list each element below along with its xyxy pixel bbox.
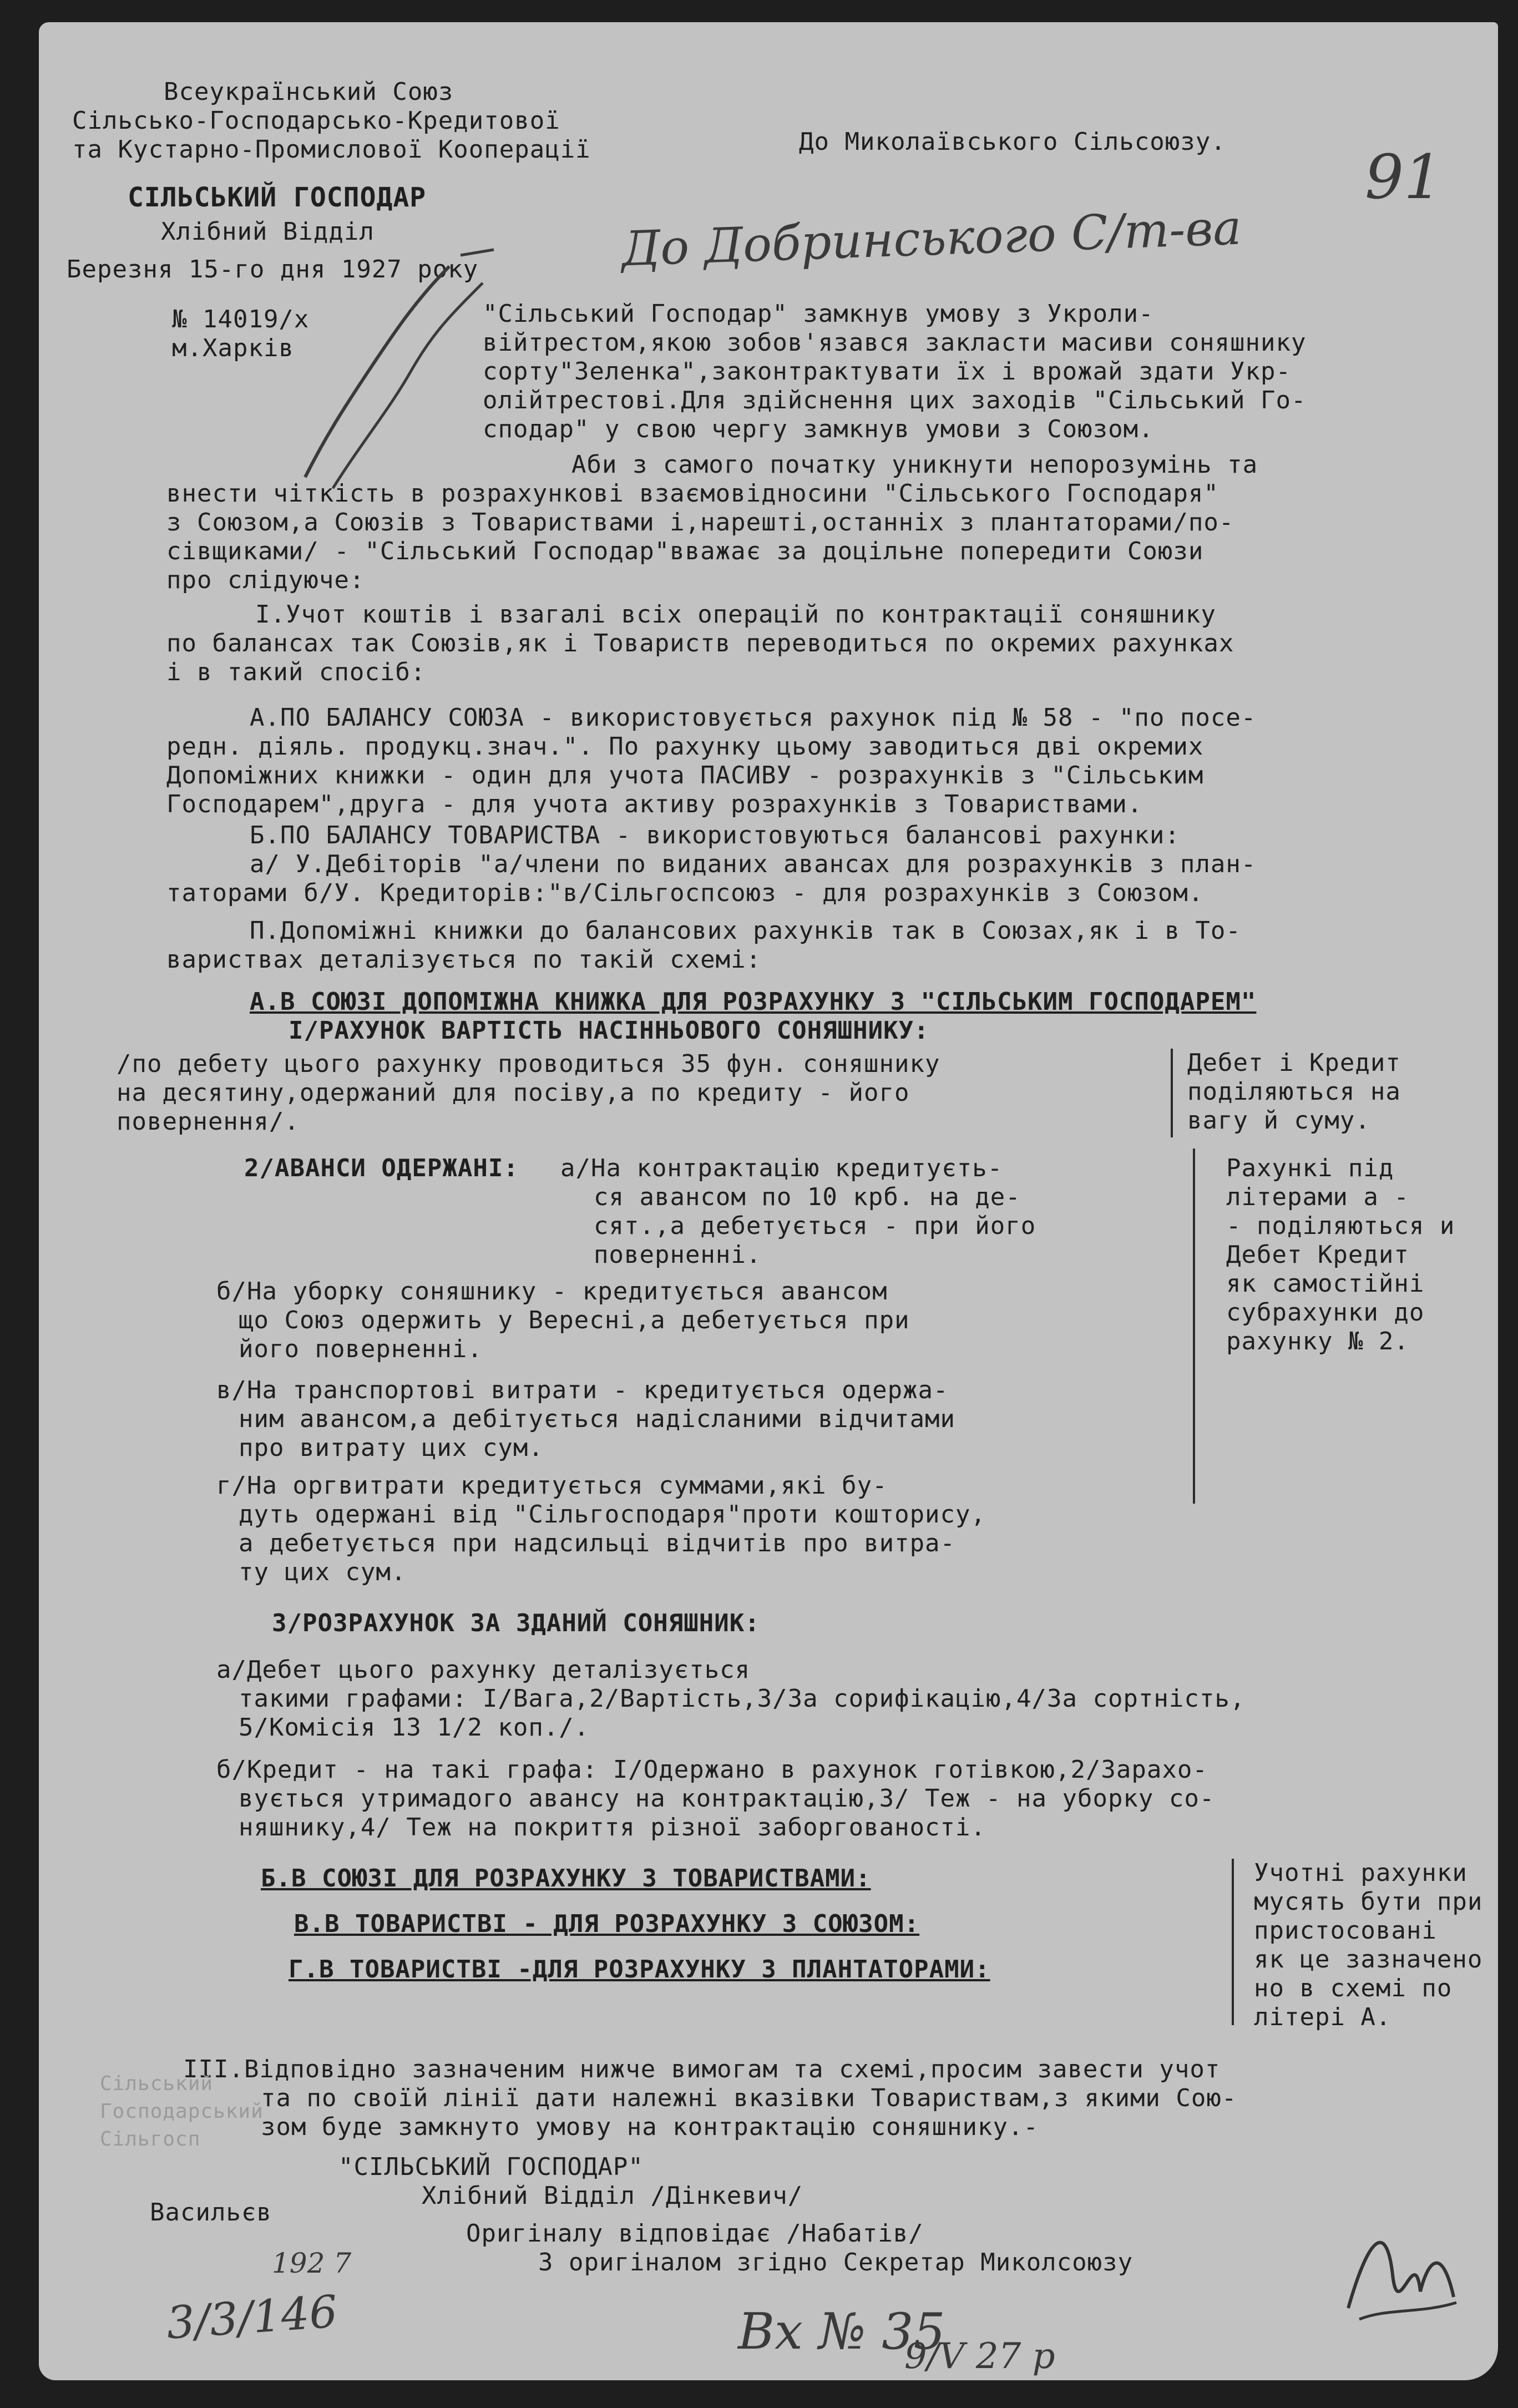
- section1b-line-1: Б.ПО БАЛАНСУ ТОВАРИСТВА - використовуються балансові рахунки:: [250, 821, 1180, 849]
- advances-a-line-2: ся авансом по 10 крб. на де-: [594, 1183, 1021, 1211]
- advances-note-line-2: літерами а -: [1226, 1183, 1409, 1211]
- section1-line-3: і в такий спосіб:: [166, 658, 426, 686]
- advances-note-line-5: як самостійні: [1226, 1269, 1425, 1298]
- advances-b-line-2: що Союз одержить у Вересні,а дебетується при: [239, 1306, 910, 1334]
- section3-b-line-1: б/Кредит - на такі графа: І/Одержано в рахунок готівкою,2/Зарахо-: [216, 1756, 1208, 1784]
- page-number: 91: [1365, 141, 1443, 213]
- org-line-1: Всеукраїнський Союз: [164, 78, 454, 106]
- org-line-3: та Кустарно-Промислової Кооперації: [72, 135, 591, 164]
- advances-note-line-6: субрахунки до: [1226, 1298, 1425, 1327]
- bottom-note-line-3: пристосовані: [1254, 1916, 1437, 1945]
- bottom-note-line-2: мусять бути при: [1254, 1888, 1483, 1916]
- intro-line-8: з Союзом,а Союзів з Товариствами і,нарешті,останніх з плантаторами/по-: [166, 508, 1234, 537]
- section1-line-2: по балансах так Союзів,як і Товариств переводиться по окремих рахунках: [166, 629, 1234, 657]
- org-line-2: Сільсько-Господарсько-Кредитової: [72, 107, 560, 135]
- doc-date: Березня 15-го дня 1927 року: [67, 255, 479, 284]
- section-g-heading: Г.В ТОВАРИСТВІ -ДЛЯ РОЗРАХУНКУ З ПЛАНТАТОРАМИ:: [289, 1955, 990, 1984]
- section2-line-1: П.Допоміжні книжки до балансових рахунків так в Союзах,як і в То-: [250, 917, 1241, 945]
- advances-note-line-1: Рахункі під: [1226, 1154, 1394, 1182]
- dept-title: СІЛЬСЬКИЙ ГОСПОДАР: [128, 182, 427, 213]
- section2a-title: А.В СОЮЗІ ДОПОМІЖНА КНИЖКА ДЛЯ РОЗРАХУНКУ З "СІЛЬСЬКИМ ГОСПОДАРЕМ": [250, 988, 1257, 1016]
- dept-sub: Хлібний Відділ: [161, 217, 375, 246]
- advances-b-line-3: його поверненні.: [239, 1335, 483, 1363]
- section3-a-line-3: 5/Комісія 13 1/2 коп./.: [239, 1713, 590, 1742]
- handwritten-addressee: До Добринського С/т-ва: [620, 200, 1243, 277]
- advances-note-line-4: Дебет Кредит: [1226, 1241, 1409, 1269]
- advances-note-line-3: - поділяються и: [1226, 1212, 1455, 1240]
- bottom-note-bracket: [1232, 1859, 1234, 2025]
- advances-note-bracket: [1193, 1149, 1195, 1504]
- advances-v-line-2: ним авансом,а дебітується надісланими відчитами: [239, 1405, 956, 1433]
- intro-line-9: сівщиками/ - "Сільський Господар"вважає за доцільне попередити Союзи: [166, 537, 1204, 565]
- section1a-line-3: Допоміжних книжки - один для учота ПАСИВУ - розрахунків з "Сільським: [166, 761, 1204, 790]
- seed-note-bracket: [1171, 1049, 1173, 1137]
- addressee: До Миколаївського Сільсоюзу.: [799, 128, 1226, 156]
- sig-copy: З оригіналом згідно Секретар Миколсоюзу: [538, 2248, 1134, 2277]
- intro-line-3: сорту"Зеленка",законтрактувати їх і врожай здати Укр-: [483, 357, 1291, 386]
- section3-closing-line-3: зом буде замкнуто умову на контрактацію соняшнику.-: [261, 2113, 1039, 2141]
- stamp-line-3: Сільгосп: [100, 2128, 201, 2151]
- advances-g-line-1: г/На оргвитрати кредитується суммами,які бу-: [216, 1471, 888, 1500]
- advances-title: 2/АВАНСИ ОДЕРЖАНІ:: [244, 1154, 519, 1182]
- advances-a-line-4: поверненні.: [594, 1241, 762, 1269]
- reg-number: 3/3/146: [165, 2285, 340, 2349]
- sig-orig: Оригіналу відповідає /Набатів/: [466, 2219, 924, 2248]
- document-page: [39, 22, 1498, 2380]
- advances-v-line-1: в/На транспортові витрати - кредитується одержа-: [216, 1376, 949, 1404]
- advances-v-line-3: про витрату цих сум.: [239, 1434, 544, 1462]
- intro-line-1: "Сільський Господар" замкнув умову з Укроли-: [483, 300, 1154, 328]
- section3-b-line-3: няшнику,4/ Теж на покриття різної заборгованості.: [239, 1813, 986, 1842]
- reg-year: 192 7: [272, 2247, 352, 2279]
- section2a-sub: І/РАХУНОК ВАРТІСТЬ НАСІННЬОВОГО СОНЯШНИКУ:: [289, 1016, 929, 1045]
- section1a-line-4: Господарем",друга - для учота активу розрахунків з Товариствами.: [166, 790, 1143, 818]
- intro-line-5: сподар" у свою чергу замкнув умови з Союзом.: [483, 415, 1154, 443]
- intro-line-10: про слідуюче:: [166, 566, 365, 594]
- doc-number: № 14019/х: [172, 305, 310, 333]
- intro-line-7: внести чіткість в розрахункові взаємовідносини "Сільського Господаря": [166, 479, 1219, 508]
- section1b-line-3: таторами б/У. Кредиторів:"в/Сільгоспсоюз - для розрахунків з Союзом.: [166, 879, 1204, 907]
- seed-line-1: /по дебету цього рахунку проводиться 35 фун. соняшнику: [117, 1050, 940, 1078]
- section1b-line-2: а/ У.Дебіторів "а/члени по виданих авансах для розрахунків з план-: [250, 850, 1257, 878]
- bottom-note-line-1: Учотні рахунки: [1254, 1859, 1468, 1887]
- section3-title: 3/РОЗРАХУНОК ЗА ЗДАНИЙ СОНЯШНИК:: [272, 1609, 760, 1637]
- advances-note-line-7: рахунку № 2.: [1226, 1327, 1409, 1355]
- handwritten-signature: [1337, 2208, 1465, 2330]
- doc-city: м.Харків: [172, 334, 294, 362]
- bottom-note-line-4: як це зазначено: [1254, 1945, 1483, 1974]
- stamp-line-1: Сільський: [100, 2072, 214, 2095]
- advances-g-line-3: а дебетується при надсильці відчитів про витра-: [239, 1529, 956, 1557]
- sig-dept: Хлібний Відділ /Дінкевич/: [422, 2182, 803, 2210]
- handwritten-margin-note: [283, 233, 516, 499]
- bottom-note-line-6: літері А.: [1254, 2003, 1392, 2031]
- advances-a-line-1: а/На контрактацію кредитуєть-: [560, 1154, 1003, 1182]
- advances-b-line-1: б/На уборку соняшнику - кредитується авансом: [216, 1277, 888, 1306]
- sig-left: Васильєв: [150, 2198, 272, 2227]
- incoming-number: Вх № 35: [738, 2303, 945, 2361]
- advances-g-line-2: дуть одержані від "Сільгосподаря"проти кошторису,: [239, 1500, 986, 1529]
- section3-a-line-2: такими графами: І/Вага,2/Вартість,3/За сорифікацію,4/За сортність,: [239, 1684, 1246, 1713]
- stamp-line-2: Господарський: [100, 2100, 264, 2123]
- seed-note-line-1: Дебет і Кредит: [1187, 1049, 1401, 1077]
- seed-note-line-2: поділяються на: [1187, 1077, 1401, 1106]
- intro-line-4: олійтрестові.Для здійснення цих заходів "Сільський Го-: [483, 386, 1307, 414]
- section1-line-1: І.Учот коштів і взагалі всіх операцій по контрактації соняшнику: [255, 600, 1216, 629]
- intro-line-2: війтрестом,якою зобов'язався закласти масиви соняшнику: [483, 328, 1307, 357]
- section1a-line-1: А.ПО БАЛАНСУ СОЮЗА - використовується рахунок під № 58 - "по посе-: [250, 704, 1257, 732]
- section-v-heading: В.В ТОВАРИСТВІ - ДЛЯ РОЗРАХУНКУ З СОЮЗОМ:: [294, 1910, 920, 1938]
- section2-line-2: вариствах деталізується по такій схемі:: [166, 945, 762, 974]
- section3-b-line-2: вується утримадого авансу на контрактацію,3/ Теж - на уборку со-: [239, 1784, 1215, 1813]
- intro-line-6: Аби з самого початку уникнути непорозумінь та: [571, 451, 1258, 479]
- advances-g-line-4: ту цих сум.: [239, 1558, 407, 1586]
- seed-note-line-3: вагу й суму.: [1187, 1106, 1370, 1135]
- section3-closing-line-2: та по своїй лінії дати належні вказівки Товариствам,з якими Сою-: [261, 2084, 1237, 2112]
- section-b-heading: Б.В СОЮЗІ ДЛЯ РОЗРАХУНКУ З ТОВАРИСТВАМИ:: [261, 1864, 871, 1893]
- bottom-note-line-5: но в схемі по: [1254, 1974, 1453, 2002]
- sig-org: "СІЛЬСЬКИЙ ГОСПОДАР": [338, 2153, 644, 2181]
- section1a-line-2: редн. діяль. продукц.знач.". По рахунку цьому заводиться дві окремих: [166, 732, 1204, 761]
- section3-a-line-1: а/Дебет цього рахунку деталізується: [216, 1656, 751, 1684]
- section3-closing-line-1: ІІІ.Відповідно зазначеним нижче вимогам та схемі,просим завести учот: [183, 2055, 1221, 2083]
- seed-line-2: на десятину,одержаний для посіву,а по кредиту - його: [117, 1079, 910, 1107]
- advances-a-line-3: сят.,а дебетується - при його: [594, 1212, 1036, 1240]
- seed-line-3: повернення/.: [117, 1107, 300, 1136]
- incoming-date: 9/V 27 р: [904, 2336, 1055, 2377]
